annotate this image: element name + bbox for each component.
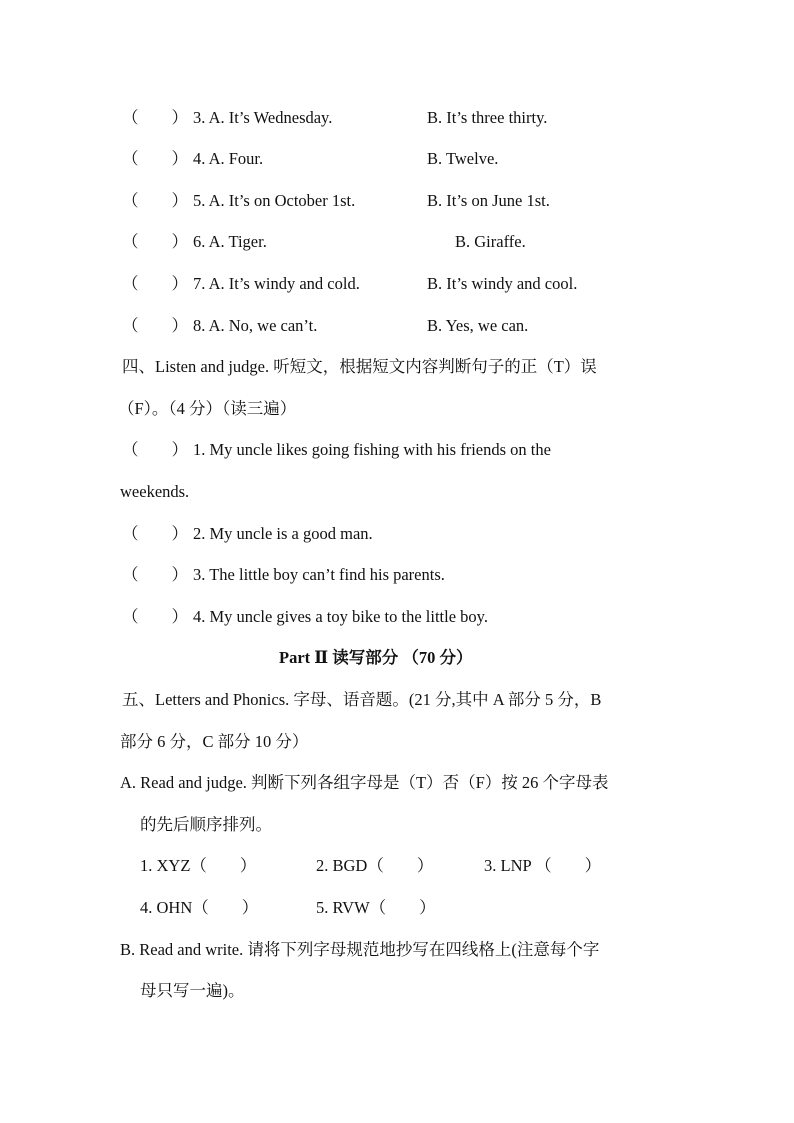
answer-blank[interactable]: （ ） xyxy=(122,232,188,251)
option-a: 7. A. It’s windy and cold. xyxy=(193,274,360,293)
part-a-instruction: A. Read and judge. 判断下列各组字母是（T）否（F）按 26 个字母表 xyxy=(120,773,609,792)
answer-blank[interactable]: （ ） xyxy=(122,108,188,127)
part-a-instruction-cont: 的先后顺序排列。 xyxy=(140,815,272,834)
option-b: B. It’s windy and cool. xyxy=(427,274,578,293)
answer-blank[interactable]: （ ） xyxy=(122,191,188,210)
section-5-heading: 五、Letters and Phonics. 字母、语音题。(21 分,其中 A 部分 5 分，B xyxy=(122,690,602,709)
option-a: 6. A. Tiger. xyxy=(193,232,267,251)
option-a: 3. A. It’s Wednesday. xyxy=(193,108,333,127)
letter-group-1[interactable]: 1. XYZ（ ） xyxy=(140,856,257,875)
answer-blank[interactable]: （ ） xyxy=(122,274,188,293)
letter-group-3[interactable]: 3. LNP （ ） xyxy=(484,856,602,875)
section-4-heading: 四、Listen and judge. 听短文，根据短文内容判断句子的正（T）误 xyxy=(122,357,597,376)
statement-text: 4. My uncle gives a toy bike to the little boy. xyxy=(193,607,488,626)
option-b: B. Giraffe. xyxy=(455,232,526,251)
statement-text: 2. My uncle is a good man. xyxy=(193,524,373,543)
option-a: 8. A. No, we can’t. xyxy=(193,316,318,335)
answer-blank[interactable]: （ ） xyxy=(122,524,188,543)
option-b: B. It’s on June 1st. xyxy=(427,191,550,210)
part-b-instruction: B. Read and write. 请将下列字母规范地抄写在四线格上(注意每个字 xyxy=(120,940,600,959)
option-b: B. Twelve. xyxy=(427,149,499,168)
answer-blank[interactable]: （ ） xyxy=(122,440,188,459)
option-b: B. Yes, we can. xyxy=(427,316,529,335)
letter-group-4[interactable]: 4. OHN（ ） xyxy=(140,898,259,917)
option-a: 5. A. It’s on October 1st. xyxy=(193,191,356,210)
option-b: B. It’s three thirty. xyxy=(427,108,548,127)
part-2-title: Part Ⅱ 读写部分 （70 分） xyxy=(279,648,473,667)
answer-blank[interactable]: （ ） xyxy=(122,316,188,335)
answer-blank[interactable]: （ ） xyxy=(122,149,188,168)
part-b-instruction-cont: 母只写一遍)。 xyxy=(140,981,245,1000)
statement-text-cont: weekends. xyxy=(120,482,190,501)
letter-group-5[interactable]: 5. RVW（ ） xyxy=(316,898,436,917)
answer-blank[interactable]: （ ） xyxy=(122,565,188,584)
section-5-heading-cont: 部分 6 分，C 部分 10 分） xyxy=(120,732,309,751)
letter-group-2[interactable]: 2. BGD（ ） xyxy=(316,856,434,875)
option-a: 4. A. Four. xyxy=(193,149,264,168)
statement-text: 1. My uncle likes going fishing with his friends on the xyxy=(193,440,551,459)
statement-text: 3. The little boy can’t find his parents. xyxy=(193,565,445,584)
section-4-heading-cont: （F）。（4 分）（读三遍） xyxy=(118,399,297,418)
answer-blank[interactable]: （ ） xyxy=(122,607,188,626)
